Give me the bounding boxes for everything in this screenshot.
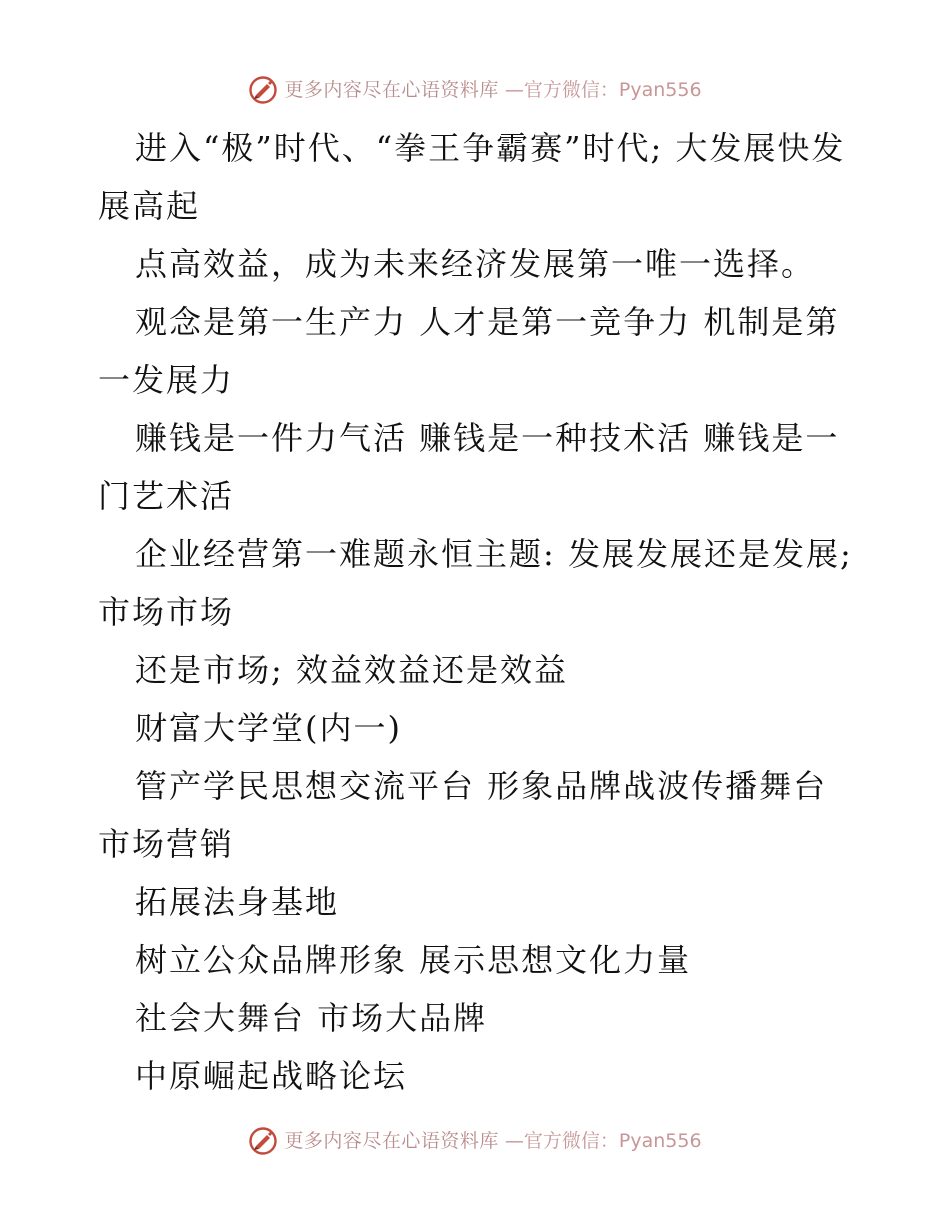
paragraph: 观念是第一生产力 人才是第一竞争力 机制是第一发展力 [98, 303, 840, 399]
paragraph: 中原崛起战略论坛 [135, 1057, 408, 1095]
pen-logo-icon [248, 75, 278, 105]
banner-main-text: 更多内容尽在心语资料库 [284, 78, 499, 101]
paragraph: 财富大学堂(内一) [135, 709, 402, 747]
paragraph: 企业经营第一难题永恒主题: 发展发展还是发展; 市场市场 [98, 535, 853, 631]
paragraph: 管产学民思想交流平台 形象品牌战波传播舞台市场营销 [98, 767, 828, 863]
paragraph: 还是市场; 效益效益还是效益 [135, 651, 568, 689]
paragraph: 社会大舞台 市场大品牌 [135, 999, 488, 1037]
banner-wechat-text: —官方微信：Pyan556 [504, 1129, 702, 1152]
document-body [98, 119, 858, 1105]
paragraph: 点高效益，成为未来经济发展第一唯一选择。 [135, 245, 816, 283]
pen-logo-icon [248, 1126, 278, 1156]
header-banner [0, 70, 950, 110]
banner-wechat-text: —官方微信：Pyan556 [504, 78, 702, 101]
paragraph: 树立公众品牌形象 展示思想文化力量 [135, 941, 692, 979]
banner-main-text: 更多内容尽在心语资料库 [284, 1129, 499, 1152]
paragraph: 进入“极”时代、“拳王争霸赛”时代; 大发展快发展高起 [98, 129, 846, 225]
paragraph: 拓展法身基地 [135, 883, 340, 921]
paragraph: 赚钱是一件力气活 赚钱是一种技术活 赚钱是一门艺术活 [98, 419, 840, 515]
footer-banner [0, 1121, 950, 1161]
